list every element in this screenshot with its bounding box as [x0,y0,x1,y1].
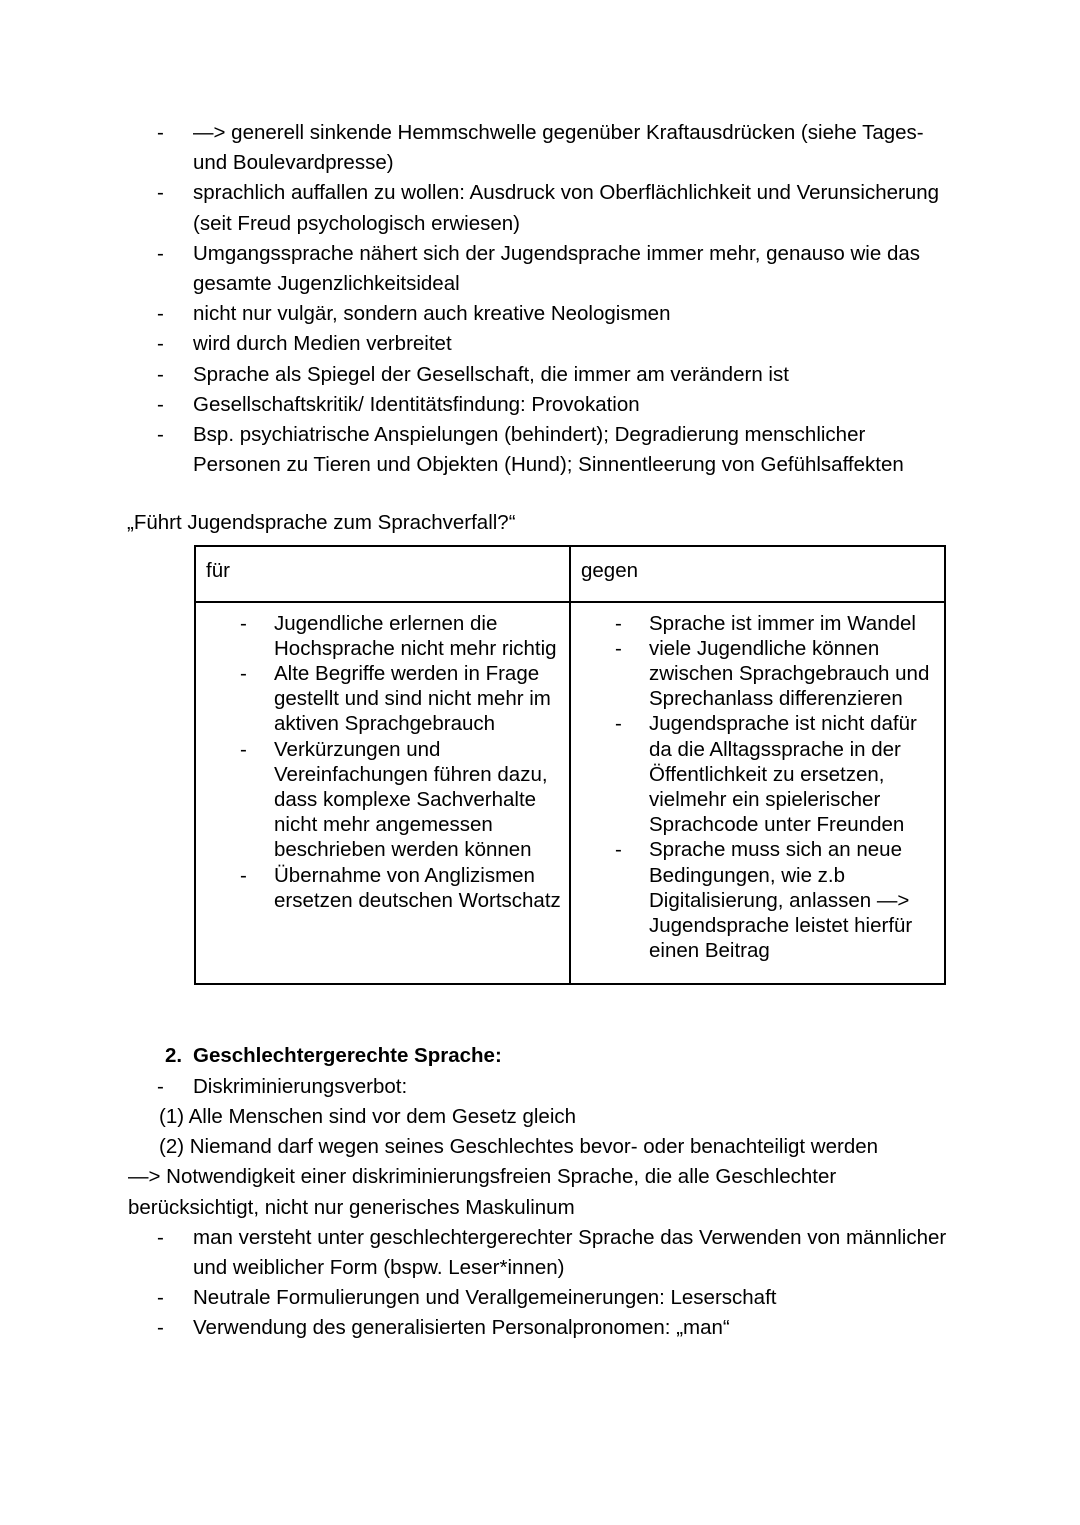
section-title: Geschlechtergerechte Sprache: [193,1044,502,1068]
bullet-dash: - [615,611,622,635]
section-two [128,1041,952,1343]
bullet-dash: - [157,392,164,416]
bullet-dash: - [240,737,247,761]
list-item-text: Sprache muss sich an neue Bedingungen, wie z.b Digitalisierung, anlassen —> Jugendsprache leistet hierfür einen Beitrag [649,838,913,963]
list-item-text: Jugendliche erlernen die Hochsprache nicht mehr richtig [274,611,557,660]
bullet-dash: - [157,1074,164,1098]
table-cell-con [570,602,945,985]
document-content [128,118,952,1344]
table-header-con: gegen [570,546,945,602]
table-header-pro: für [195,546,570,602]
list-item [577,837,938,963]
con-arguments-list [577,611,938,964]
table-cell-pro [195,602,570,985]
list-item-text: Bsp. psychiatrische Anspielungen (behindert); Degradierung menschlicher Personen zu Tieren und Objekten (Hund); Sinnentleerung von Gefühlsaffekten [193,423,904,477]
list-item [128,118,952,178]
list-item [577,611,938,636]
law-clause-1: (1) Alle Menschen sind vor dem Gesetz gleich [159,1104,577,1128]
bullet-dash: - [615,838,622,862]
section-two-conclusion: —> Notwendigkeit einer diskriminierungsfreien Sprache, die alle Geschlechter berücksichtigt, nicht nur generisches Maskulinum [128,1165,837,1219]
section-two-bullet-list [128,1223,952,1344]
pro-arguments-list [202,611,563,913]
bullet-dash: - [157,1225,164,1249]
bullet-dash: - [157,181,164,205]
list-item-text: Neutrale Formulierungen und Verallgemeinerungen: Leserschaft [193,1286,777,1310]
list-item-text: Verkürzungen und Vereinfachungen führen dazu, dass komplexe Sachverhalte nicht mehr angemessen beschrieben werden können [274,737,548,862]
list-item-text: Sprache als Spiegel der Gesellschaft, die immer am verändern ist [193,362,789,386]
list-item [128,360,952,390]
section-number: 2. [165,1044,183,1068]
list-item [128,1223,952,1283]
list-item-text: Übernahme von Anglizismen ersetzen deutschen Wortschatz [274,863,561,912]
list-item-text: Diskriminierungsverbot: [193,1074,408,1098]
section-two-heading [128,1041,952,1071]
bullet-dash: - [157,121,164,144]
list-item [202,737,563,863]
list-item [128,178,952,238]
bullet-dash: - [157,1316,164,1340]
bullet-dash: - [240,611,247,635]
list-item-text: Verwendung des generalisierten Personalpronomen: „man“ [193,1316,730,1340]
list-item-text: man versteht unter geschlechtergerechter Sprache das Verwenden von männlicher und weiblicher Form (bspw. Leser*innen) [193,1225,947,1279]
section-two-first-dash [128,1072,952,1102]
bullet-dash: - [157,362,164,386]
list-item [202,661,563,737]
law-clause-2: (2) Niemand darf wegen seines Geschlechtes bevor- oder benachteiligt werden [159,1135,879,1159]
list-item-text: viele Jugendliche können zwischen Sprachgebrauch und Sprechanlass differenzieren [649,636,930,711]
top-bullet-list [128,118,952,480]
bullet-dash: - [157,332,164,356]
list-item-text: Jugendsprache ist nicht dafür da die Alltagssprache in der Öffentlichkeit zu ersetzen, vielmehr ein spielerischer Sprachcode unter Freunden [649,712,917,837]
list-item [128,420,952,480]
list-item [128,1283,952,1313]
bullet-dash: - [615,712,622,736]
list-item [128,390,952,420]
list-item [128,1313,952,1343]
bullet-dash: - [615,636,622,660]
list-item-text: Gesellschaftskritik/ Identitätsfindung: Provokation [193,392,640,416]
list-item [128,239,952,299]
list-item [128,329,952,359]
bullet-dash: - [240,662,247,686]
table-header-row [195,546,945,602]
list-item [577,711,938,837]
list-item [202,863,563,913]
list-item-text: Alte Begriffe werden in Frage gestellt und sind nicht mehr im aktiven Sprachgebrauch [274,662,551,736]
bullet-dash: - [157,302,164,326]
bullet-dash: - [157,423,164,447]
list-item-text: nicht nur vulgär, sondern auch kreative Neologismen [193,302,671,326]
list-item [128,299,952,329]
bullet-dash: - [157,1286,164,1310]
list-item-text: wird durch Medien verbreitet [193,332,452,356]
pro-con-table [194,545,946,986]
table-row [195,602,945,985]
list-item [577,636,938,712]
question-heading: „Führt Jugendsprache zum Sprachverfall?“ [127,511,516,535]
list-item-text: Umgangssprache nähert sich der Jugendsprache immer mehr, genauso wie das gesamte Jugenzlichkeitsideal [193,241,920,296]
bullet-dash: - [157,241,164,265]
list-item [202,611,563,661]
list-item-text: sprachlich auffallen zu wollen: Ausdruck von Oberflächlichkeit und Verunsicherung (seit Freud psychologisch erwiesen) [193,181,940,235]
list-item-text: —> generell sinkende Hemmschwelle gegenüber Kraftausdrücken (siehe Tages- und Boulevardpresse) [193,121,924,175]
list-item-text: Sprache ist immer im Wandel [649,611,916,635]
bullet-dash: - [240,863,247,887]
